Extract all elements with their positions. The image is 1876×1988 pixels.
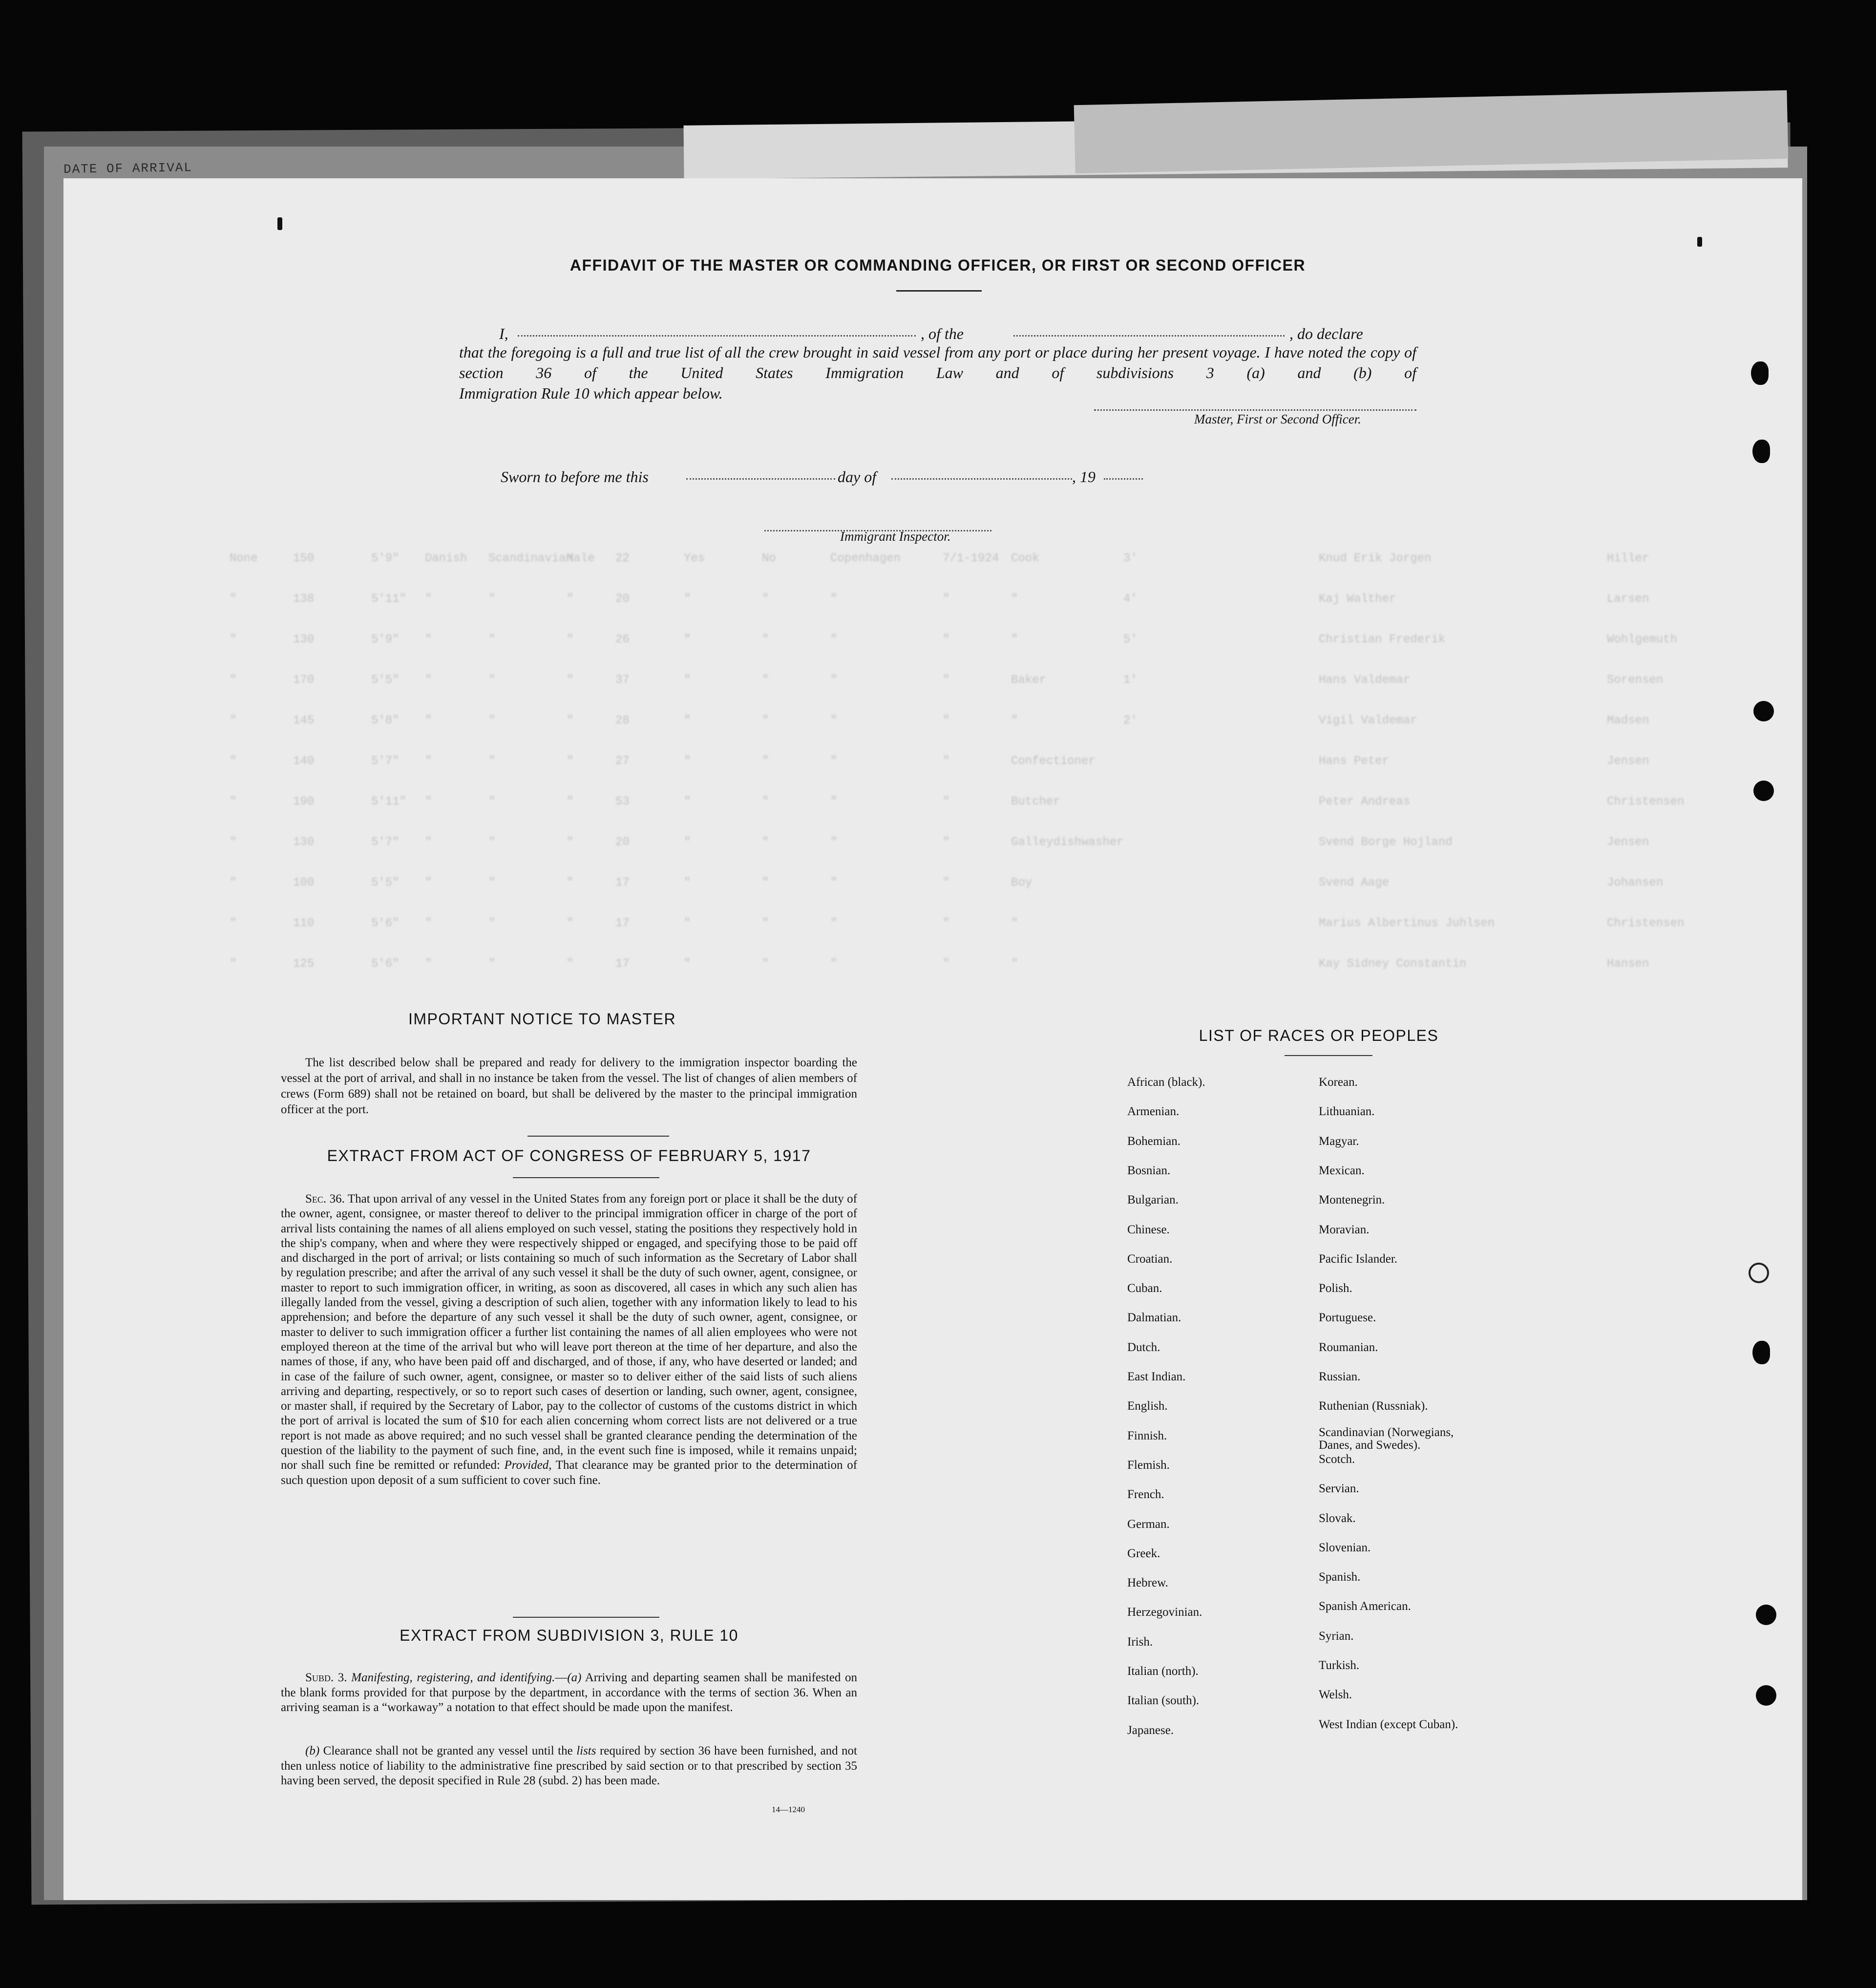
bleed-cell: 28 [615, 714, 630, 727]
race-item: Polish. [1319, 1282, 1352, 1295]
bleed-cell: 5'5" [371, 876, 400, 889]
race-item: Greek. [1127, 1546, 1160, 1560]
declaration-body [459, 342, 1416, 403]
race-item: Magyar. [1319, 1134, 1359, 1148]
bleed-cell: " [762, 836, 769, 849]
bleed-cell: " [230, 592, 237, 606]
bleed-cell: Christian Frederik [1319, 633, 1446, 646]
race-item: Japanese. [1127, 1723, 1174, 1737]
bleed-cell: 3' [1123, 552, 1138, 565]
edge-label: DATE OF ARRIVAL [63, 160, 193, 177]
bleed-cell: 130 [293, 633, 315, 646]
race-item: Mexican. [1319, 1163, 1365, 1177]
bleed-cell: " [943, 836, 950, 849]
bleed-cell: " [230, 917, 237, 930]
bleed-cell: " [425, 957, 432, 971]
paragraph-a-marker: (a) [567, 1671, 582, 1684]
bleed-cell: " [488, 592, 496, 606]
bleed-cell: 5'6" [371, 917, 400, 930]
bleed-cell: " [1011, 917, 1018, 930]
bleed-cell: Christensen [1607, 917, 1685, 930]
bleed-cell: Hiller [1607, 552, 1649, 565]
bleed-cell: 5'8" [371, 714, 400, 727]
race-item: Portuguese. [1319, 1311, 1376, 1325]
bleed-cell: " [425, 714, 432, 727]
bleed-cell: " [567, 957, 574, 971]
bleed-cell: " [1011, 633, 1018, 646]
bleed-cell: " [684, 755, 691, 768]
race-item: Turkish. [1319, 1659, 1360, 1672]
bleed-cell: " [488, 674, 496, 687]
bleed-cell: None [230, 552, 258, 565]
races-title: LIST OF RACES OR PEOPLES [1199, 1027, 1439, 1044]
bleed-cell: Sorensen [1607, 674, 1664, 687]
bleed-cell: Hans Peter [1319, 755, 1390, 768]
bleed-cell: Madsen [1607, 714, 1649, 727]
hole-punch [1749, 1263, 1769, 1283]
bleed-cell: " [684, 876, 691, 889]
bleed-cell: 53 [615, 795, 630, 808]
race-item: Spanish American. [1319, 1600, 1411, 1613]
bleed-cell: Kaj Walther [1319, 592, 1396, 606]
bleed-cell: Galleydishwasher [1011, 836, 1124, 849]
bleed-cell: " [567, 714, 574, 727]
bleed-cell: " [943, 674, 950, 687]
race-item: Montenegrin. [1319, 1193, 1385, 1207]
race-item: Croatian. [1127, 1252, 1173, 1266]
bleed-cell: Peter Andreas [1319, 795, 1411, 808]
affidavit-title: AFFIDAVIT OF THE MASTER OR COMMANDING OFFICER, OR FIRST OR SECOND OFFICER [569, 256, 1306, 274]
bleed-cell: " [488, 633, 496, 646]
bleed-cell: " [943, 876, 950, 889]
race-item: English. [1127, 1399, 1168, 1413]
bleed-cell: " [230, 755, 237, 768]
bleed-cell: 5'11" [371, 795, 407, 808]
bleed-cell: " [567, 592, 574, 606]
bleed-cell: Kay Sidney Constantin [1319, 957, 1467, 971]
race-item: Russian. [1319, 1370, 1361, 1383]
race-item: Cuban. [1127, 1282, 1162, 1295]
bleed-cell: " [762, 674, 769, 687]
bleed-cell: 145 [293, 714, 315, 727]
bleed-cell: 5'5" [371, 674, 400, 687]
declarant-prefix: I, [499, 325, 508, 342]
bleed-cell: 100 [293, 876, 315, 889]
race-item: German. [1127, 1517, 1170, 1531]
bleed-cell: " [684, 917, 691, 930]
bleed-cell: 190 [293, 795, 315, 808]
bleed-cell: Johansen [1607, 876, 1664, 889]
sworn-month-field[interactable] [891, 468, 1072, 480]
bleed-cell: Cook [1011, 552, 1039, 565]
section-divider [513, 1177, 659, 1178]
bleed-cell: Copenhagen [830, 552, 901, 565]
bleed-cell: Svend Borge Hojland [1319, 836, 1453, 849]
bleed-cell: Christensen [1607, 795, 1685, 808]
race-item: Roumanian. [1319, 1340, 1378, 1354]
bleed-cell: " [762, 957, 769, 971]
sworn-label: Sworn to before me this [501, 468, 649, 486]
hole-punch [1753, 781, 1774, 801]
hole-punch [1752, 1341, 1770, 1364]
bleed-cell: Hans Valdemar [1319, 674, 1411, 687]
bleed-cell: 1' [1123, 674, 1138, 687]
race-item: African (black). [1127, 1076, 1205, 1089]
bleed-cell: Baker [1011, 674, 1047, 687]
hole-punch [1751, 361, 1769, 385]
race-item: West Indian (except Cuban). [1319, 1717, 1458, 1731]
ink-mark [277, 217, 282, 230]
bleed-cell: " [830, 714, 838, 727]
bleed-cell: " [425, 836, 432, 849]
bleed-cell: 17 [615, 957, 630, 971]
bleed-cell: " [230, 876, 237, 889]
bleed-cell: Vigil Valdemar [1319, 714, 1417, 727]
section-label: Sec. 36. [305, 1192, 345, 1205]
race-item: Armenian. [1127, 1105, 1180, 1119]
form-number: 14—1240 [772, 1805, 805, 1814]
races-divider [1285, 1055, 1372, 1056]
bleed-cell: " [488, 876, 496, 889]
provided-label: Provided, [504, 1459, 552, 1472]
race-item: Italian (south). [1127, 1694, 1200, 1708]
vessel-prefix: , of the [921, 325, 964, 342]
bleed-cell: " [830, 917, 838, 930]
race-item: Pacific Islander. [1319, 1252, 1398, 1266]
bleed-cell: " [567, 876, 574, 889]
bleed-cell: " [762, 592, 769, 606]
bleed-cell: " [830, 592, 838, 606]
bleed-cell: " [230, 836, 237, 849]
bleed-cell: " [830, 836, 838, 849]
race-item: Syrian. [1319, 1629, 1354, 1643]
race-item: Hebrew. [1127, 1576, 1168, 1590]
bleed-cell: 5'7" [371, 836, 400, 849]
race-item: Dalmatian. [1127, 1311, 1181, 1325]
bleed-cell: " [488, 714, 496, 727]
notice-title: IMPORTANT NOTICE TO MASTER [408, 1010, 676, 1028]
subdivision-paragraph-b [281, 1744, 857, 1789]
vessel-name-field[interactable] [1013, 325, 1285, 337]
bleed-cell: " [943, 917, 950, 930]
section-36-text [281, 1192, 857, 1488]
hole-punch [1756, 1605, 1776, 1625]
bleed-cell: " [830, 674, 838, 687]
race-item: Scotch. [1319, 1452, 1355, 1466]
declaration-line-2: voyage. I have noted the copy of section 36 of the United States Immigration Law and of subdivisions 3 (a) and (b) of [459, 343, 1417, 381]
officer-label: Master, First or Second Officer. [1194, 412, 1361, 426]
bleed-cell: " [425, 876, 432, 889]
bleed-cell: " [230, 957, 237, 971]
title-rule [896, 290, 982, 292]
inspector-label: Immigrant Inspector. [840, 529, 951, 544]
bleed-cell: " [762, 876, 769, 889]
bleed-cell: 17 [615, 917, 630, 930]
hole-punch [1752, 440, 1770, 463]
bleed-cell: " [425, 917, 432, 930]
race-item: Korean. [1319, 1076, 1358, 1089]
bleed-cell: " [425, 633, 432, 646]
bleed-cell: " [488, 795, 496, 808]
bleed-cell: " [230, 674, 237, 687]
bleed-cell: " [488, 957, 496, 971]
subdivision-heading: Manifesting, registering, and identifying. [351, 1671, 555, 1684]
bleed-cell: Yes [684, 552, 705, 565]
bleed-cell: " [943, 795, 950, 808]
bleed-cell: 20 [615, 592, 630, 606]
bleed-cell: 17 [615, 876, 630, 889]
race-item: Slovak. [1319, 1511, 1356, 1525]
race-item: Ruthenian (Russniak). [1319, 1399, 1428, 1413]
bleed-cell: 5'9" [371, 552, 400, 565]
race-item: Italian (north). [1127, 1665, 1199, 1678]
bleed-cell: Wohlgemuth [1607, 633, 1678, 646]
paragraph-a-text: Arriving and departing seamen shall be manifested on the blank forms provided for that purpose by the department, in accordance with the terms of section 36. When an arriving seaman is a “workaway” a notation to that effect should be made upon the manifest. [281, 1671, 857, 1714]
bleed-cell: " [684, 592, 691, 606]
bleed-cell: " [1011, 592, 1018, 606]
bleed-cell: " [425, 592, 432, 606]
bleed-cell: 110 [293, 917, 315, 930]
paragraph-b-text-start: Clearance shall not be granted any vessel until the [323, 1744, 573, 1757]
bleed-cell: Hansen [1607, 957, 1649, 971]
bleed-cell: 5'6" [371, 957, 400, 971]
notice-body: The list described below shall be prepared and ready for delivery to the immigration inspector boarding the vessel at the port of arrival, and shall in no instance be taken from the vessel. The list of changes of alien members of crews (Form 689) shall not be retained on board, but shall be delivered by the master to the principal immigration officer at the port. [281, 1056, 857, 1116]
declaration-line-1: that the foregoing is a full and true list of all the crew brought in said vessel from any port or place during her present [459, 343, 1208, 361]
bleed-cell: " [830, 755, 838, 768]
bleed-cell: " [830, 795, 838, 808]
bleed-cell: " [762, 755, 769, 768]
day-of-label: day of [838, 468, 877, 486]
bleed-cell: Jensen [1607, 836, 1649, 849]
act-extract-title: EXTRACT FROM ACT OF CONGRESS OF FEBRUARY 5, 1917 [327, 1147, 811, 1164]
bleed-cell: " [830, 876, 838, 889]
bleed-cell: " [943, 957, 950, 971]
bleed-cell: 125 [293, 957, 315, 971]
bleed-cell: " [943, 714, 950, 727]
bleed-cell: Svend Aage [1319, 876, 1390, 889]
bleed-cell: 150 [293, 552, 315, 565]
race-item: Irish. [1127, 1635, 1153, 1649]
bleed-cell: " [1011, 714, 1018, 727]
race-item: Lithuanian. [1319, 1105, 1375, 1119]
bleed-cell: 37 [615, 674, 630, 687]
bleed-cell: " [230, 795, 237, 808]
bleed-cell: " [230, 633, 237, 646]
sworn-line [501, 468, 1184, 492]
bleed-cell: " [567, 755, 574, 768]
hole-punch [1756, 1685, 1776, 1706]
race-item: East Indian. [1127, 1370, 1186, 1383]
hole-punch [1753, 701, 1774, 721]
bleed-cell: 130 [293, 836, 315, 849]
bleed-cell: Scandinavian [488, 552, 573, 565]
race-item: Scandinavian (Norwegians, Danes, and Swedes). [1319, 1425, 1454, 1452]
bleed-cell: " [488, 836, 496, 849]
subdivision-label: Subd. 3. [305, 1671, 347, 1684]
race-item: Dutch. [1127, 1340, 1160, 1354]
bleed-cell: " [1011, 957, 1018, 971]
bleed-cell: " [567, 836, 574, 849]
bleed-cell: 170 [293, 674, 315, 687]
paragraph-b-lists: lists [576, 1744, 596, 1757]
race-item: Finnish. [1127, 1429, 1167, 1442]
year-label: , 19 [1072, 468, 1096, 486]
bleed-cell: Boy [1011, 876, 1033, 889]
bleed-cell: 22 [615, 552, 630, 565]
bleed-cell: 140 [293, 755, 315, 768]
race-item: Welsh. [1319, 1688, 1352, 1702]
bleed-cell: " [684, 633, 691, 646]
bleed-cell: " [762, 795, 769, 808]
bleed-cell: 26 [615, 633, 630, 646]
race-item: Bulgarian. [1127, 1193, 1179, 1207]
bleed-cell: 5'9" [371, 633, 400, 646]
paragraph-b-text-end: required by section 36 have been furnished, and not then unless notice of liability to the administrative fine prescribed by said section or to that prescribed by section 35 having been served, the deposit specified in Rule 28 (subd. 2) has been made. [281, 1744, 858, 1787]
bleed-cell: 2' [1123, 714, 1138, 727]
bleed-cell: " [684, 836, 691, 849]
bleed-cell: " [488, 755, 496, 768]
bleed-cell: 7/1-1924 [943, 552, 999, 565]
declaration-line-3: Immigration Rule 10 which appear below. [459, 384, 723, 402]
bleed-cell: Marius Albertinus Juhlsen [1319, 917, 1495, 930]
bleed-cell: " [567, 917, 574, 930]
bleed-cell: Knud Erik Jorgen [1319, 552, 1432, 565]
declarant-name-field[interactable] [518, 325, 916, 337]
bleed-cell: 5'7" [371, 755, 400, 768]
ink-mark [1697, 237, 1702, 247]
bleed-cell: No [762, 552, 776, 565]
race-item: Servian. [1319, 1482, 1359, 1496]
bleed-cell: " [943, 592, 950, 606]
bleed-cell: 4' [1123, 592, 1138, 606]
bleed-cell: " [425, 795, 432, 808]
bleed-cell: Butcher [1011, 795, 1060, 808]
bleed-cell: " [425, 755, 432, 768]
race-item: Spanish. [1319, 1570, 1361, 1584]
bleed-cell: " [830, 957, 838, 971]
bleed-cell: Jensen [1607, 755, 1649, 768]
bleed-cell: 138 [293, 592, 315, 606]
bleed-cell: " [425, 674, 432, 687]
subdivision-extract-title: EXTRACT FROM SUBDIVISION 3, RULE 10 [400, 1627, 738, 1644]
sworn-day-field[interactable] [686, 468, 835, 480]
bleed-cell: " [684, 674, 691, 687]
race-item: Bohemian. [1127, 1134, 1181, 1148]
section-divider [513, 1617, 659, 1618]
bleed-cell: " [567, 674, 574, 687]
bleed-cell: " [762, 633, 769, 646]
race-item: Moravian. [1319, 1223, 1370, 1236]
provided-text: That clearance may be granted prior to the determination of such question upon deposit of a sum sufficient to cover such fine. [281, 1459, 858, 1487]
bleed-cell: 5'11" [371, 592, 407, 606]
section-divider [527, 1136, 669, 1137]
officer-signature-field[interactable] [1094, 409, 1416, 411]
declare-suffix: , do declare [1289, 325, 1363, 342]
bleed-cell: " [567, 633, 574, 646]
bleed-cell: " [684, 957, 691, 971]
bleed-cell: Danish [425, 552, 467, 565]
race-item: Slovenian. [1319, 1541, 1371, 1554]
section-36-body: That upon arrival of any vessel in the United States from any foreign port or place it shall be the duty of the owner, agent, consignee, or master thereof to deliver to the principal immigration officer in charge of the port of arrival lists containing the names of all aliens employed on such vessel, stating the positions they respectively hold in the ship's company, when and where they were respectively shipped or engaged, and specifying those to be paid off and discharged in the port of arrival; or lists containing so much of such information as the Secretary of Labor shall by regulation prescribe; and after the arrival of any such vessel it shall be the duty of such owner, agent, consignee, or master to report to such immigration officer, in writing, as soon as discovered, all cases in which any such alien has illegally landed from the vessel, giving a description of such alien, together with any information likely to lead to his apprehension; and before the departure of any such vessel it shall be the duty of such owner, agent, consignee, or master to deliver to such immigration officer a further list containing the names of all alien employees who were not employed thereon at the time of the arrival but who will leave port thereon at the time of her departure, and also the names of those, if any, who have been paid off and discharged, and of those, if any, who have deserted or landed; and in case of the failure of such owner, agent, consignee, or master so to deliver either of the said lists of such aliens arriving and departing, respectively, or so to report such cases of desertion or landing, such owner, agent, consignee, or master shall, if required by the Secretary of Labor, pay to the collector of customs of the customs district in which the port of arrival is located the sum of $10 for each alien concerning whom correct lists are not delivered or a true report is not made as above required; and no such vessel shall be granted clearance pending the determination of the question of the liability to the payment of such fine, and, in the event such fine is imposed, while it remains unpaid; nor shall such fine be remitted or refunded: [281, 1192, 857, 1472]
bleed-cell: " [684, 795, 691, 808]
race-item: Flemish. [1127, 1458, 1170, 1472]
bleed-cell: 5' [1123, 633, 1138, 646]
bleed-cell: Larsen [1607, 592, 1649, 606]
bleed-cell: " [230, 714, 237, 727]
paragraph-b-marker: (b) [305, 1744, 320, 1757]
bleed-cell: " [943, 633, 950, 646]
race-item: French. [1127, 1488, 1164, 1502]
race-item: Chinese. [1127, 1223, 1170, 1236]
bleed-cell: " [830, 633, 838, 646]
bleed-cell: Male [567, 552, 595, 565]
bleed-cell: " [684, 714, 691, 727]
bleed-cell: 20 [615, 836, 630, 849]
bleed-cell: " [762, 714, 769, 727]
bleed-cell: " [567, 795, 574, 808]
bleed-cell: " [943, 755, 950, 768]
race-item: Herzegovinian. [1127, 1606, 1202, 1619]
bleed-cell: 27 [615, 755, 630, 768]
bleed-cell: Confectioner [1011, 755, 1096, 768]
bleed-cell: " [762, 917, 769, 930]
sworn-year-field[interactable] [1104, 468, 1143, 480]
subdivision-paragraph-a: Subd. 3. Manifesting, registering, and identifying.—(a) Arriving and departing seamen shall be manifested on the blank forms provided for that purpose by the department, in accordance with the terms of section 36. When an arriving seaman is a “workaway” a notation to that effect should be made upon the manifest. [281, 1671, 857, 1714]
race-item: Bosnian. [1127, 1163, 1171, 1177]
bleed-cell: " [488, 917, 496, 930]
